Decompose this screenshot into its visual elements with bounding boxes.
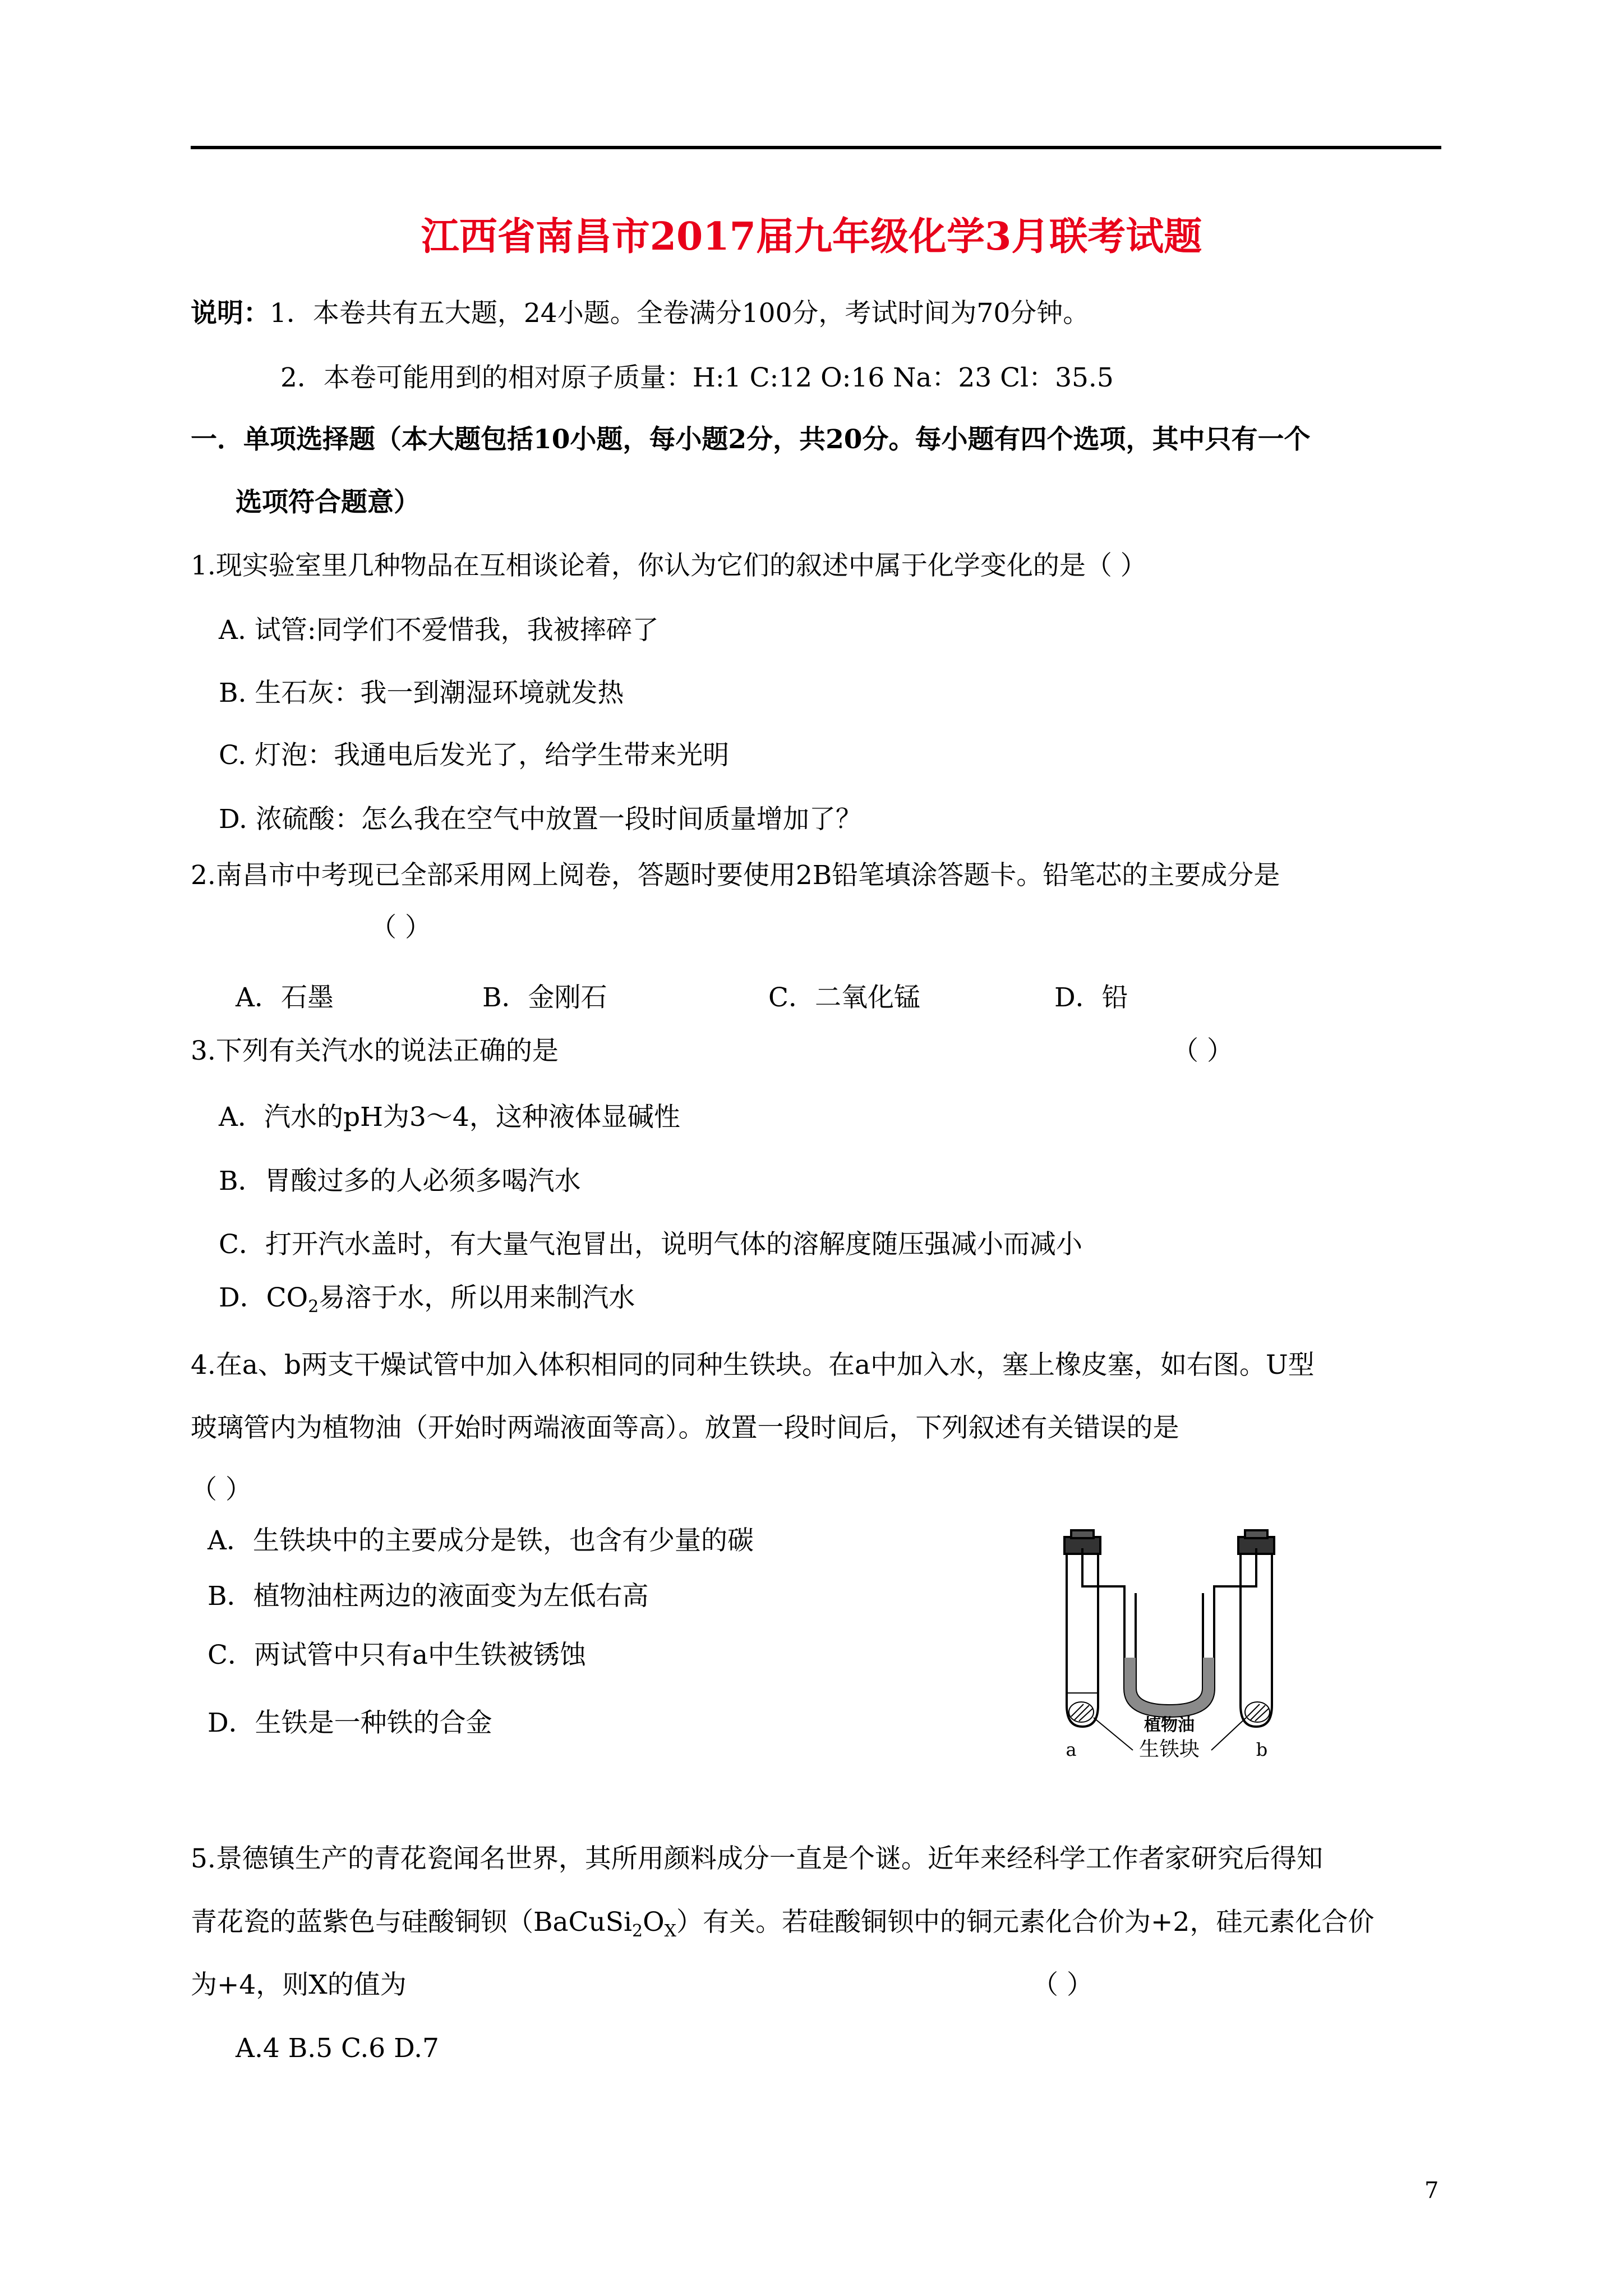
right-stopper-top — [1245, 1530, 1267, 1538]
vegetable-oil — [1124, 1658, 1214, 1717]
q5-options: A.4 B.5 C.6 D.7 — [236, 2033, 439, 2064]
q4-option-b: B．植物油柱两边的液面变为左低右高 — [208, 1581, 649, 1612]
tube-b-label: b — [1256, 1739, 1268, 1760]
q4-option-d: D．生铁是一种铁的合金 — [208, 1708, 492, 1738]
u-tube-inner — [1136, 1593, 1203, 1705]
q3-option-b: B．胃酸过多的人必须多喝汽水 — [219, 1166, 581, 1197]
instructions-label: 说明： — [191, 298, 270, 329]
q1-option-d: D. 浓硫酸：怎么我在空气中放置一段时间质量增加了？ — [219, 804, 862, 835]
section-heading-line1: 一．单项选择题（本大题包括10小题，每小题2分，共20分。每小题有四个选项，其中只有一个 — [191, 424, 1311, 455]
q4-option-c: C．两试管中只有a中生铁被锈蚀 — [208, 1640, 586, 1671]
q2-option-a: A．石墨 — [236, 982, 334, 1013]
q4-answer-paren: （ ） — [191, 1474, 252, 1505]
q1-option-c: C. 灯泡：我通电后发光了，给学生带来光明 — [219, 740, 730, 771]
q4-option-a: A．生铁块中的主要成分是铁，也含有少量的碳 — [208, 1525, 754, 1556]
q2-answer-paren: （ ） — [370, 912, 431, 943]
q5-stem-line3: 为+4，则X的值为 — [191, 1970, 407, 2000]
test-tube-u-tube-figure — [1049, 1515, 1301, 1767]
q5-stem-line2: 青花瓷的蓝紫色与硅酸铜钡$(BaCuSi_2O_X)$有关。若硅酸铜钡中的铜元素化合价为+2，硅元素化合价 — [191, 1907, 1375, 1941]
q4-stem-line1: 4.在a、b两支干燥试管中加入体积相同的同种生铁块。在a中加入水，塞上橡皮塞，如右图。U型 — [191, 1350, 1315, 1381]
left-stopper-top — [1071, 1530, 1094, 1538]
header-rule — [191, 146, 1441, 149]
q3-answer-paren: （ ） — [1172, 1036, 1233, 1066]
q2-stem: 2.南昌市中考现已全部采用网上阅卷，答题时要使用2B铅笔填涂答题卡。铅笔芯的主要成分是 — [191, 860, 1280, 891]
instructions-line2: 2．本卷可能用到的相对原子质量：H:1 C:12 O:16 Na：23 Cl：35.5 — [280, 362, 1114, 393]
q1-option-b: B. 生石灰：我一到潮湿环境就发热 — [219, 678, 624, 708]
instructions-line1: 说明：1．本卷共有五大题，24小题。全卷满分100分，考试时间为70分钟。 — [191, 298, 1090, 329]
q4-stem-line2: 玻璃管内为植物油（开始时两端液面等高）。放置一段时间后，下列叙述有关错误的是 — [191, 1412, 1179, 1443]
q3-option-c: C．打开汽水盖时，有大量气泡冒出，说明气体的溶解度随压强减小而减小 — [219, 1229, 1082, 1260]
u-tube-outer — [1082, 1548, 1256, 1717]
q3-option-d: D．$CO_2$易溶于水，所以用来制汽水 — [219, 1282, 635, 1317]
q1-stem: 1.现实验室里几种物品在互相谈论着，你认为它们的叙述中属于化学变化的是（ ） — [191, 550, 1147, 581]
q1-option-a: A. 试管:同学们不爱惜我，我被摔碎了 — [219, 615, 659, 646]
iron-label: 生铁块 — [1138, 1738, 1200, 1761]
q2-option-b: B．金刚石 — [482, 982, 607, 1013]
oil-label: 植物油 — [1144, 1715, 1195, 1735]
q3-option-a: A．汽水的pH为3～4，这种液体显碱性 — [219, 1102, 680, 1133]
page-title: 江西省南昌市2017届九年级化学3月联考试题 — [421, 214, 1202, 259]
page-number: 7 — [1424, 2178, 1439, 2203]
q5-stem-line1: 5.景德镇生产的青花瓷闻名世界，其所用颜料成分一直是个谜。近年来经科学工作者家研究后得知 — [191, 1843, 1323, 1874]
q2-option-c: C．二氧化锰 — [768, 982, 920, 1013]
section-heading-line2: 选项符合题意） — [236, 487, 420, 518]
tube-a-label: a — [1066, 1739, 1077, 1760]
q2-option-d: D．铅 — [1054, 982, 1128, 1013]
q3-stem: 3.下列有关汽水的说法正确的是 — [191, 1036, 559, 1066]
q5-answer-paren: （ ） — [1032, 1970, 1093, 2000]
